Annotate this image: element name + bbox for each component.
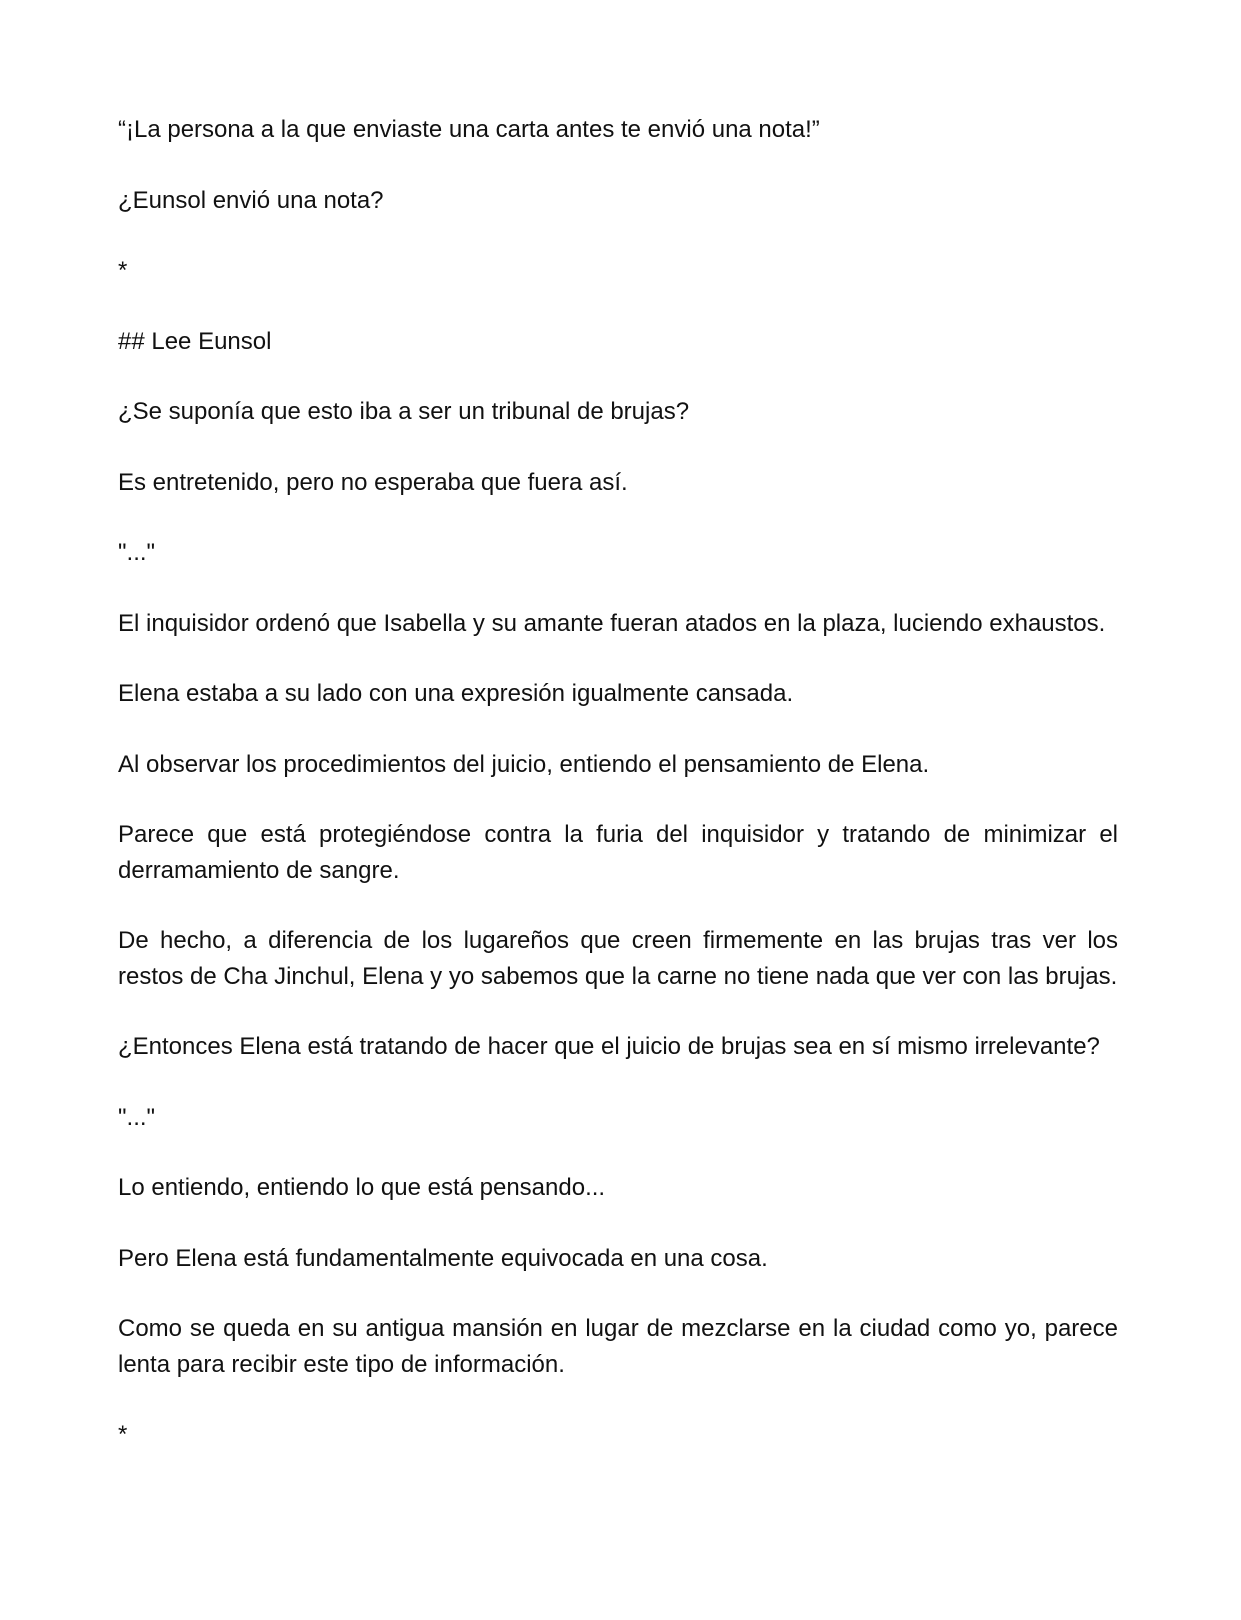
paragraph: Pero Elena está fundamentalmente equivocada en una cosa.: [118, 1244, 768, 1272]
paragraph: Como se queda en su antigua mansión en lugar de mezclarse en la ciudad como yo, parece lenta para recibir este tipo de información.: [118, 1315, 1118, 1378]
paragraph-ellipsis: "...": [118, 539, 156, 566]
section-break-mark: *: [118, 1421, 128, 1448]
document-body: [118, 112, 1118, 1488]
section-heading: ## Lee Eunsol: [118, 327, 272, 355]
paragraph: ¿Se suponía que esto iba a ser un tribunal de brujas?: [118, 398, 690, 425]
paragraph: Al observar los procedimientos del juicio, entiendo el pensamiento de Elena.: [118, 750, 930, 778]
paragraph: El inquisidor ordenó que Isabella y su amante fueran atados en la plaza, luciendo exhaustos.: [118, 609, 1106, 637]
paragraph: Parece que está protegiéndose contra la furia del inquisidor y tratando de minimizar el derramamiento de sangre.: [118, 821, 1118, 884]
paragraph: Lo entiendo, entiendo lo que está pensando...: [118, 1174, 606, 1201]
paragraph-ellipsis: "...": [118, 1103, 156, 1131]
paragraph: Elena estaba a su lado con una expresión igualmente cansada.: [118, 680, 794, 707]
paragraph-question-note: ¿Eunsol envió una nota?: [118, 186, 384, 214]
paragraph: Es entretenido, pero no esperaba que fuera así.: [118, 468, 628, 496]
section-break-mark: *: [118, 257, 128, 284]
paragraph-quote-note: “¡La persona a la que enviaste una carta antes te envió una nota!”: [118, 116, 820, 143]
paragraph: De hecho, a diferencia de los lugareños que creen firmemente en las brujas tras ver los restos de Cha Jinchul, Elena y yo sabemos que la carne no tiene nada que ver con las brujas.: [118, 927, 1118, 990]
paragraph: ¿Entonces Elena está tratando de hacer que el juicio de brujas sea en sí mismo irrelevante?: [118, 1033, 1100, 1060]
